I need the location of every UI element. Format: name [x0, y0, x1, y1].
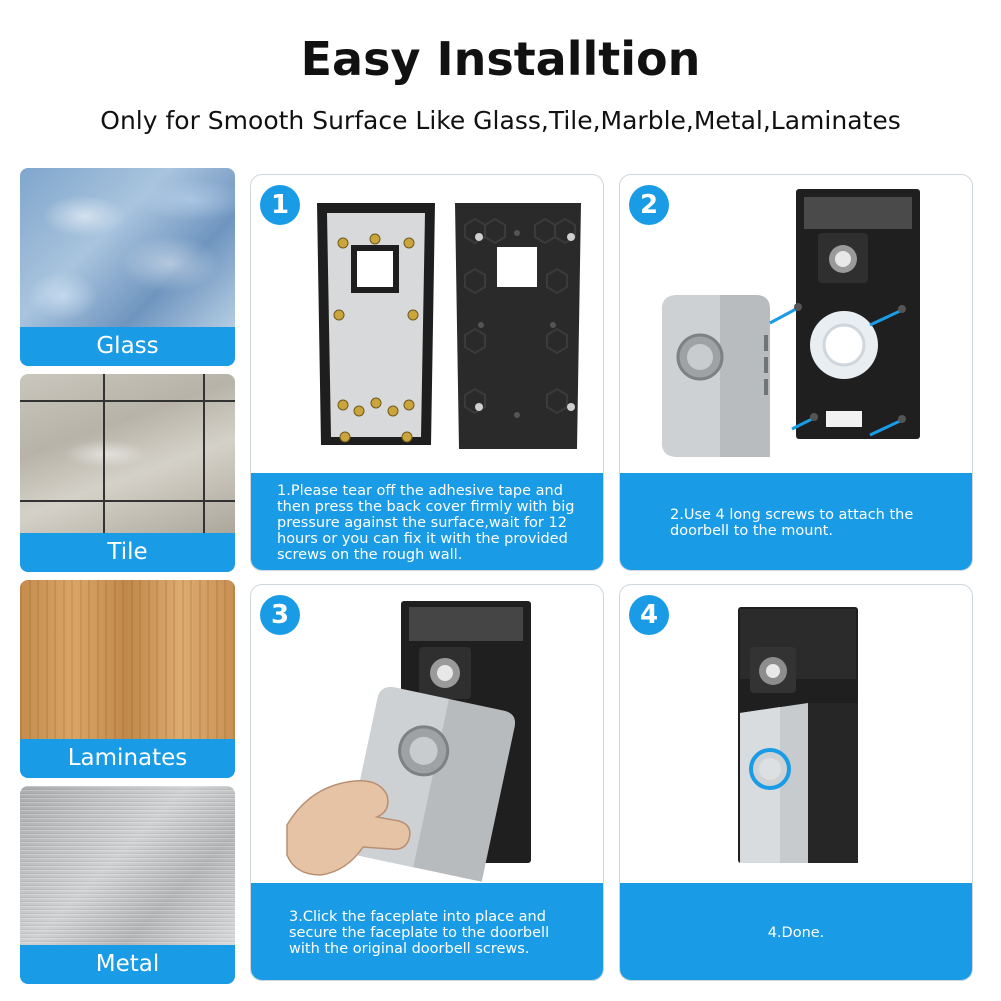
step-instruction — [620, 473, 972, 571]
installed-doorbell-image — [620, 585, 973, 883]
step-instruction — [620, 883, 972, 981]
surface-tile — [20, 374, 235, 572]
page-subtitle: Only for Smooth Surface Like Glass,Tile,Marble,Metal,Laminates — [100, 106, 901, 135]
step-instruction — [251, 883, 603, 981]
surface-label: Glass — [20, 327, 235, 366]
metal-texture-image — [20, 786, 235, 946]
step-card-1 — [250, 174, 604, 571]
surface-metal — [20, 786, 235, 984]
surface-label: Tile — [20, 533, 235, 572]
step-number-badge: 1 — [260, 185, 300, 225]
step-instruction-text: 2.Use 4 long screws to attach the doorbell to the mount. — [670, 506, 914, 539]
step-instruction-text: 4.Done. — [767, 924, 825, 941]
surface-glass — [20, 168, 235, 366]
tile-texture-image — [20, 374, 235, 534]
step-card-4 — [619, 584, 973, 981]
surface-label: Laminates — [20, 739, 235, 778]
faceplate-click-image — [251, 585, 604, 883]
surface-laminates — [20, 580, 235, 778]
step-instruction-text: 3.Click the faceplate into place and secure the faceplate to the doorbell with the original doorbell screws. — [289, 908, 550, 957]
laminates-texture-image — [20, 580, 235, 740]
step-number-badge: 2 — [629, 185, 669, 225]
mount-plates-image — [251, 175, 604, 473]
step-instruction-text: 1.Please tear off the adhesive tape and then press the back cover firmly with big pressure against the surface,wait for 12 hours or you can fix it with the provided screws on the rough wall. — [277, 482, 575, 563]
step-card-3 — [250, 584, 604, 981]
surface-label: Metal — [20, 945, 235, 984]
step-card-2 — [619, 174, 973, 571]
glass-texture-image — [20, 168, 235, 328]
page-title: Easy Installtion — [300, 32, 701, 86]
step-number-badge: 4 — [629, 595, 669, 635]
step-number-badge: 3 — [260, 595, 300, 635]
attach-screws-image — [620, 175, 973, 473]
step-instruction — [251, 473, 603, 571]
